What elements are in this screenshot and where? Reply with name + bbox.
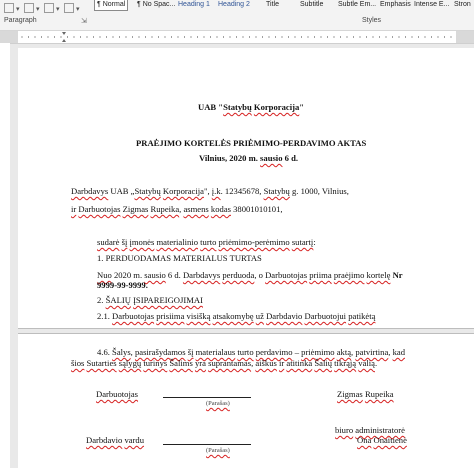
signature-1-caption: (Parašas): [206, 400, 230, 407]
ruler-ticks: [0, 31, 474, 43]
style-heading-1[interactable]: Heading 1: [178, 1, 210, 8]
numbering-icon[interactable]: [24, 3, 34, 13]
chevron-down-icon[interactable]: ▾: [76, 6, 80, 13]
place-date: Vilnius, 2020 m. sausio 6 d.: [199, 153, 299, 163]
style-title[interactable]: Title: [266, 1, 279, 8]
signature-2-line: [163, 444, 251, 445]
section-1-line-2: 9999-99-9999.: [97, 280, 148, 290]
style-emphasis[interactable]: Emphasis: [380, 1, 411, 8]
signature-2-name: Ona Onaitienė: [357, 435, 407, 445]
style-no-spacing[interactable]: ¶ No Spac...: [137, 1, 176, 8]
paragraph-dialog-launcher-icon[interactable]: ⇲: [81, 18, 87, 25]
company-heading: UAB "Statybų Korporacija": [198, 102, 305, 112]
section-4-6-line-1: 4.6. Šalys, pasirašydamos šį materialaus turto perdavimo – priėmimo aktą, patvirtina, kad: [97, 347, 405, 357]
page-break: [18, 328, 474, 334]
style-subtle-emphasis[interactable]: Subtle Em...: [338, 1, 377, 8]
ribbon: [0, 0, 474, 31]
signature-1-name: Zigmas Rupeika: [337, 389, 394, 399]
signature-2-title: biuro administratorė: [335, 425, 405, 435]
style-strong[interactable]: Stron: [454, 1, 471, 8]
vertical-ruler[interactable]: [0, 43, 10, 468]
paragraph-tools: [4, 2, 82, 16]
style-subtitle[interactable]: Subtitle: [300, 1, 324, 8]
signature-2-caption: (Parašas): [206, 447, 230, 454]
signature-1-role: Darbuotojas: [96, 389, 139, 399]
parties-line-1: Darbdavys UAB „Statybų Korporacija", į.k. 12345678, Statybų g. 1000, Vilnius,: [71, 186, 349, 196]
signature-1-line: [163, 397, 251, 398]
agreement-intro: sudarė šį įmonės materialinio turto priėmimo-perėmimo sutartį:: [97, 237, 316, 247]
borders-icon[interactable]: [64, 3, 74, 13]
section-2-1: 2.1. Darbuotojas prisiima visišką atsakomybę už Darbdavio Darbuotojui patikėtą: [97, 311, 376, 321]
section-2-heading: 2. ŠALIŲ ĮSIPAREIGOJIMAI: [97, 295, 203, 305]
chevron-down-icon[interactable]: ▾: [16, 6, 20, 13]
section-1-line-1: Nuo 2020 m. sausio 6 d. Darbdavys perduoda, o Darbuotojas priima praėjimo kortelę Nr: [97, 270, 403, 280]
section-4-6-line-2: šios Sutarties sąlygų turinys Šalims yra suprantamas, aiškus ir atitinka Šalių tikrąją valią.: [71, 358, 378, 368]
shading-icon[interactable]: [44, 3, 54, 13]
chevron-down-icon[interactable]: ▾: [56, 6, 60, 13]
signature-2-role: Darbdavio vardu: [86, 435, 145, 445]
section-1-heading: 1. PERDUODAMAS MATERIALUS TURTAS: [97, 253, 262, 263]
document-title: PRAĖJIMO KORTELĖS PRIĖMIMO-PERDAVIMO AKTAS: [136, 138, 367, 148]
style-heading-2[interactable]: Heading 2: [218, 1, 250, 8]
horizontal-ruler[interactable]: [0, 31, 474, 44]
bullets-icon[interactable]: [4, 3, 14, 13]
style-normal[interactable]: ¶ Normal: [94, 0, 128, 11]
chevron-down-icon[interactable]: ▾: [36, 6, 40, 13]
parties-line-2: ir Darbuotojas Zigmas Rupeika, asmens kodas 38001010101,: [71, 204, 283, 214]
style-intense-emphasis[interactable]: Intense E...: [414, 1, 450, 8]
group-label-paragraph: Paragraph: [4, 17, 37, 24]
group-label-styles: Styles: [362, 17, 382, 24]
